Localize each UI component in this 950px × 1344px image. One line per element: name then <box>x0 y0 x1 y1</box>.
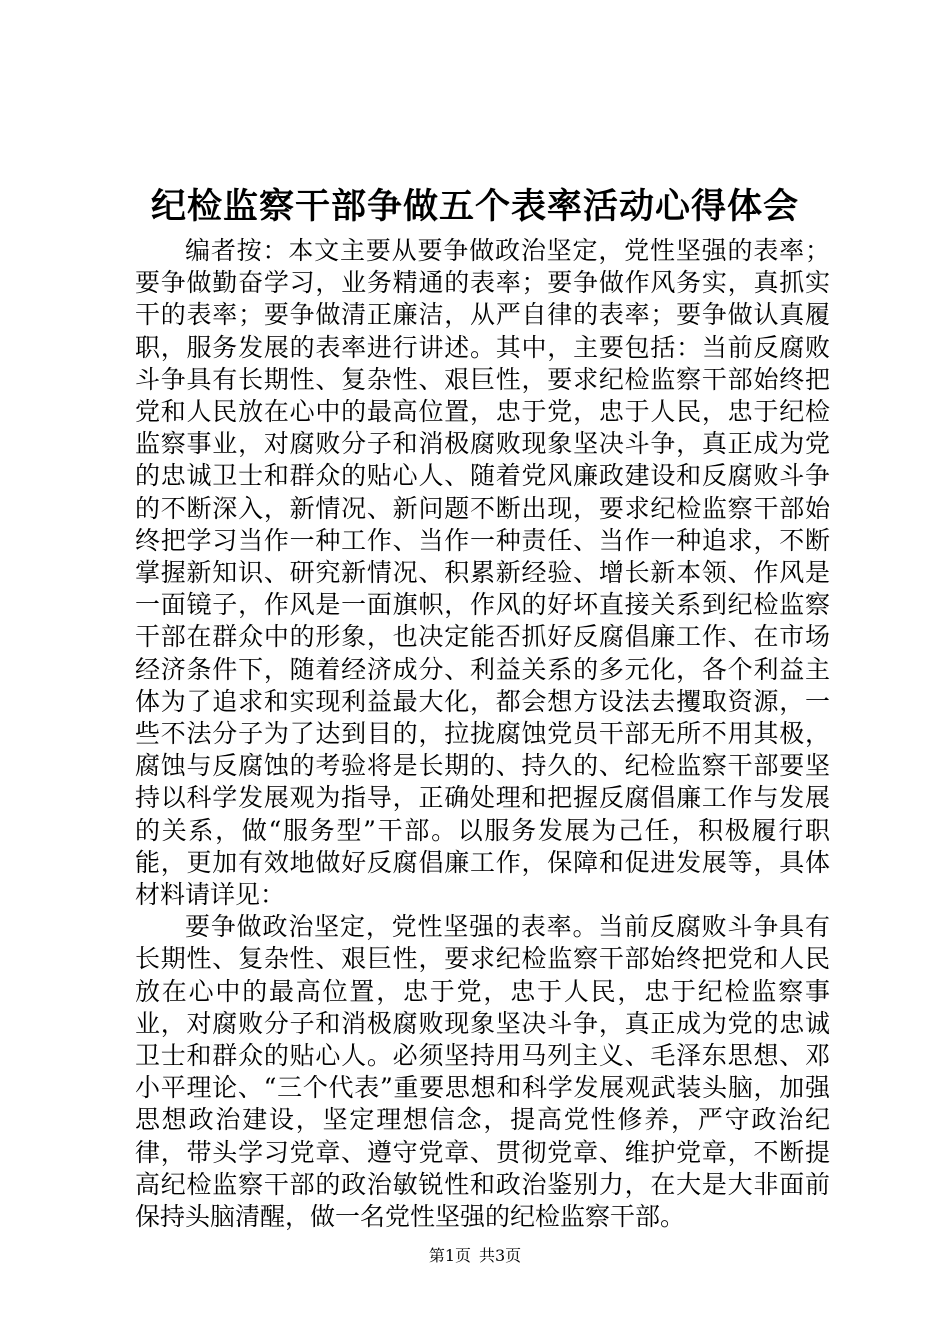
document-title: 纪检监察干部争做五个表率活动心得体会 <box>150 186 799 227</box>
paragraph-editor-note: 编者按：本文主要从要争做政治坚定，党性坚强的表率；要争做勤奋学习，业务精通的表率；要争做作风务实，真抓实干的表率；要争做清正廉洁，从严自律的表率；要争做认真履职，服务发展的表率进行讲述。其中，主要包括：当前反腐败斗争具有长期性、复杂性、艰巨性，要求纪检监察干部始终把党和人民放在心中的最高位置，忠于党，忠于人民，忠于纪检监察事业，对腐败分子和消极腐败现象坚决斗争，真正成为党的忠诚卫士和群众的贴心人、随着党风廉政建设和反腐败斗争的不断深入，新情况、新问题不断出现，要求纪检监察干部始终把学习当作一种工作、当作一种责任、当作一种追求，不断掌握新知识、研究新情况、积累新经验、增长新本领、作风是一面镜子，作风是一面旗帜，作风的好坏直接关系到纪检监察干部在群众中的形象，也决定能否抓好反腐倡廉工作、在市场经济条件下，随着经济成分、利益关系的多元化，各个利益主体为了追求和实现利益最大化，都会想方设法去攫取资源，一些不法分子为了达到目的，拉拢腐蚀党员干部无所不用其极，腐蚀与反腐蚀的考验将是长期的、持久的、纪检监察干部要坚持以科学发展观为指导，正确处理和把握反腐倡廉工作与发展的关系，做“服务型”干部。以服务发展为己任，积极履行职能，更加有效地做好反腐倡廉工作，保障和促进发展等，具体材料请详见： <box>135 236 830 910</box>
page-footer <box>0 1245 950 1267</box>
document-body <box>135 235 830 1233</box>
paragraph-political-firmness: 要争做政治坚定，党性坚强的表率。当前反腐败斗争具有长期性、复杂性、艰巨性，要求纪检监察干部始终把党和人民放在心中的最高位置，忠于党，忠于人民，忠于纪检监察事业，对腐败分子和消极腐败现象坚决斗争，真正成为党的忠诚卫士和群众的贴心人。必须坚持用马列主义、毛泽东思想、邓小平理论、“三个代表”重要思想和科学发展观武装头脑，加强思想政治建设，坚定理想信念，提高党性修养，严守政治纪律，带头学习党章、遵守党章、贯彻党章、维护党章，不断提高纪检监察干部的政治敏锐性和政治鉴别力，在大是大非面前保持头脑清醒，做一名党性坚强的纪检监察干部。 <box>135 912 830 1232</box>
page-number: 第1页 <box>428 1246 471 1265</box>
page-total: 共3页 <box>479 1246 522 1265</box>
